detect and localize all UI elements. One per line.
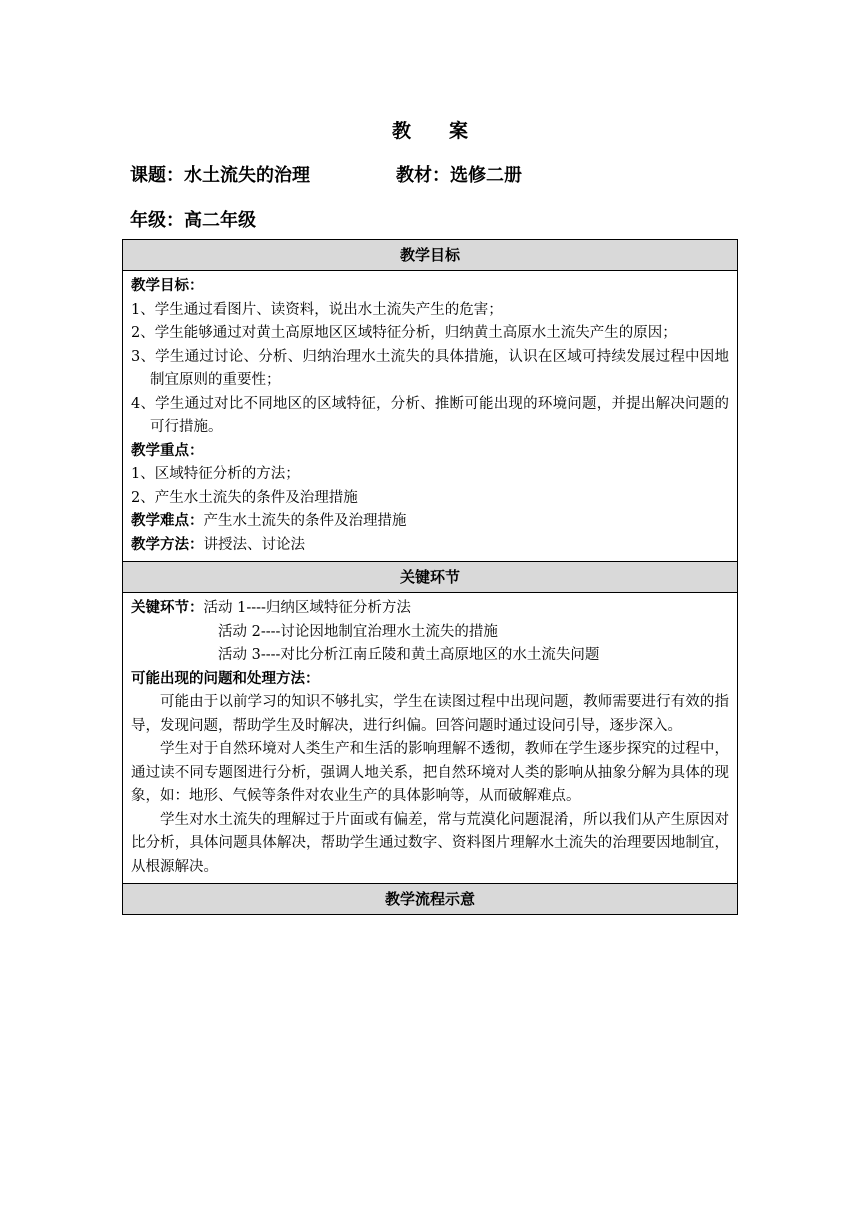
problem-paragraph: 学生对于自然环境对人类生产和生活的影响理解不透彻，教师在学生逐步探究的过程中，通过读不同专题图进行分析，强调人地关系，把自然环境对人类的影响从抽象分解为具体的现象，如：地形、气候等条件对农业生产的具体影响等，从而破解难点。 — [131, 741, 729, 804]
goal-item: 4、学生通过对比不同地区的区域特征，分析、推断可能出现的环境问题，并提出解决问题的可行措施。 — [131, 395, 729, 435]
flow-header: 教学流程示意 — [123, 883, 737, 914]
objectives-section — [123, 271, 737, 561]
focus-item: 2、产生水土流失的条件及治理措施 — [131, 489, 358, 506]
textbook-info: 教材：选修二册 — [396, 165, 522, 186]
grade-info: 年级：高二年级 — [130, 210, 256, 231]
activity-row — [131, 597, 729, 621]
goals-label: 教学目标： — [131, 278, 204, 294]
key-steps-header: 关键环节 — [123, 561, 737, 593]
activity-item: 活动 2----讨论因地制宜治理水土流失的措施 — [218, 623, 498, 640]
problems-label: 可能出现的问题和处理方法： — [131, 670, 320, 687]
activity-item: 活动 3----对比分析江南丘陵和黄土高原地区的水土流失问题 — [218, 647, 600, 663]
focus-label: 教学重点： — [131, 442, 204, 459]
difficulty-row — [131, 510, 729, 534]
focus-item: 1、区域特征分析的方法； — [131, 466, 300, 482]
difficulty-value: 产生水土流失的条件及治理措施 — [203, 513, 407, 529]
course-title: 课题：水土流失的治理 — [130, 165, 310, 186]
goal-item: 1、学生通过看图片、读资料，说出水土流失产生的危害； — [131, 301, 503, 318]
activity-item: 活动 1----归纳区域特征分析方法 — [203, 600, 411, 616]
problem-paragraph: 学生对水土流失的理解过于片面或有偏差，常与荒漠化问题混淆，所以我们从产生原因对比分析，具体问题具体解决，帮助学生通过数字、资料图片理解水土流失的治理要因地制宜，从根源解决。 — [131, 811, 729, 875]
page-title: 教案 — [391, 120, 506, 142]
goal-item: 3、学生通过讨论、分析、归纳治理水土流失的具体措施，认识在区域可持续发展过程中因地制宜原则的重要性； — [131, 348, 729, 388]
method-value: 讲授法、讨论法 — [203, 536, 305, 553]
goal-item: 2、学生能够通过对黄土高原地区区域特征分析，归纳黄土高原水土流失产生的原因； — [131, 325, 677, 341]
objectives-header: 教学目标 — [123, 240, 737, 271]
problem-paragraph: 可能由于以前学习的知识不够扎实，学生在读图过程中出现问题，教师需要进行有效的指导，发现问题，帮助学生及时解决，进行纠偏。回答问题时通过设问引导，逐步深入。 — [131, 694, 729, 734]
method-row — [131, 534, 729, 558]
difficulty-label: 教学难点： — [131, 513, 204, 529]
key-steps-label: 关键环节： — [131, 600, 204, 616]
key-steps-section — [123, 593, 737, 883]
lesson-plan-table — [122, 239, 738, 915]
method-label: 教学方法： — [131, 536, 204, 553]
